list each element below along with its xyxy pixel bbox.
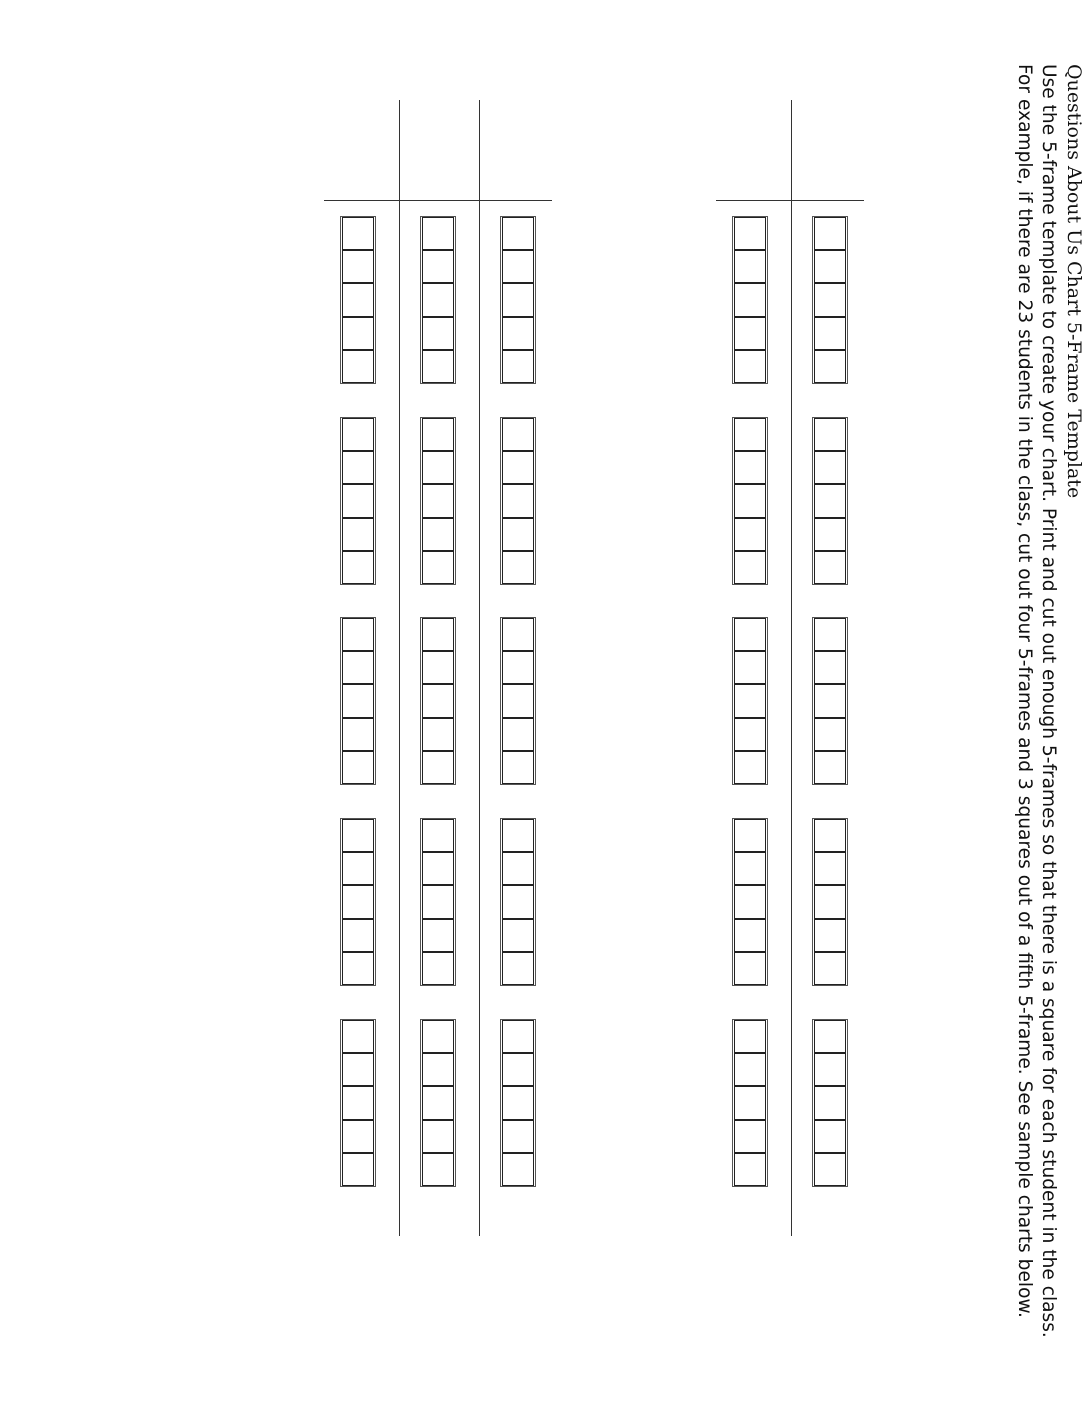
frame-square xyxy=(502,551,534,584)
frame-square xyxy=(342,1086,374,1119)
frame-square xyxy=(342,518,374,551)
frame-square xyxy=(342,651,374,684)
frame-square xyxy=(502,618,534,651)
frame-square xyxy=(502,751,534,784)
five-frame xyxy=(420,818,456,986)
frame-square xyxy=(502,1120,534,1153)
page-title: Questions About Us Chart 5-Frame Template xyxy=(1063,64,1085,499)
instructions-text: Use the 5-frame template to create your chart. Print and cut out enough 5-frames so that there is a square for each student in the class. For example, if there are 23 students in the class, cut out four 5-frames and 3 squares out of a fifth 5-frame. See sample charts below. xyxy=(1014,64,1059,1338)
frame-square xyxy=(342,418,374,451)
row-divider-line xyxy=(479,100,480,1236)
header-divider-line xyxy=(324,200,552,201)
frame-square xyxy=(422,718,454,751)
frame-square xyxy=(422,484,454,517)
frame-square xyxy=(422,350,454,383)
frame-square xyxy=(342,317,374,350)
frame-square xyxy=(502,819,534,852)
frame-square xyxy=(422,618,454,651)
five-frame xyxy=(500,617,536,785)
five-frame xyxy=(420,617,456,785)
frame-square xyxy=(422,250,454,283)
frame-square xyxy=(422,751,454,784)
frame-square xyxy=(422,1153,454,1186)
frame-square xyxy=(422,819,454,852)
frame-square xyxy=(502,1153,534,1186)
frame-square xyxy=(502,852,534,885)
frame-square xyxy=(502,718,534,751)
frame-square xyxy=(342,250,374,283)
frame-square xyxy=(502,451,534,484)
five-frame xyxy=(340,417,376,585)
frame-square xyxy=(342,819,374,852)
frame-square xyxy=(422,217,454,250)
frame-square xyxy=(342,751,374,784)
frame-square xyxy=(502,684,534,717)
five-frame xyxy=(500,417,536,585)
five-frame xyxy=(340,1019,376,1187)
frame-square xyxy=(422,1053,454,1086)
frame-square xyxy=(502,518,534,551)
frame-square xyxy=(342,1120,374,1153)
frame-square xyxy=(342,1053,374,1086)
frame-square xyxy=(342,451,374,484)
frame-square xyxy=(422,651,454,684)
five-frame xyxy=(340,617,376,785)
frame-square xyxy=(422,919,454,952)
frame-square xyxy=(502,350,534,383)
frame-square xyxy=(342,484,374,517)
frame-square xyxy=(422,1086,454,1119)
frame-square xyxy=(502,317,534,350)
frame-square xyxy=(502,250,534,283)
five-frame xyxy=(500,216,536,384)
frame-square xyxy=(502,952,534,985)
frame-square xyxy=(342,283,374,316)
frame-square xyxy=(342,350,374,383)
frame-square xyxy=(422,418,454,451)
frame-square xyxy=(502,1086,534,1119)
frame-square xyxy=(422,1020,454,1053)
frame-square xyxy=(342,952,374,985)
frame-square xyxy=(422,1120,454,1153)
frame-square xyxy=(342,852,374,885)
frame-square xyxy=(342,919,374,952)
frame-square xyxy=(422,451,454,484)
frame-square xyxy=(422,551,454,584)
five-frame xyxy=(420,417,456,585)
frame-square xyxy=(422,952,454,985)
five-frame xyxy=(420,1019,456,1187)
frame-square xyxy=(422,317,454,350)
frame-square xyxy=(342,684,374,717)
frame-square xyxy=(502,885,534,918)
five-frame xyxy=(340,216,376,384)
frame-square xyxy=(502,651,534,684)
frame-square xyxy=(342,551,374,584)
frame-square xyxy=(342,1153,374,1186)
frame-square xyxy=(342,217,374,250)
five-frame xyxy=(420,216,456,384)
frame-square xyxy=(422,852,454,885)
frame-square xyxy=(342,1020,374,1053)
frame-square xyxy=(502,1020,534,1053)
frame-square xyxy=(342,618,374,651)
row-divider-line xyxy=(399,100,400,1236)
frame-square xyxy=(502,1053,534,1086)
five-frame xyxy=(500,818,536,986)
five-frame xyxy=(340,818,376,986)
frame-square xyxy=(502,283,534,316)
frame-square xyxy=(342,885,374,918)
frame-square xyxy=(422,283,454,316)
frame-square xyxy=(422,518,454,551)
frame-square xyxy=(502,418,534,451)
frame-square xyxy=(502,484,534,517)
frame-square xyxy=(342,718,374,751)
five-frame xyxy=(500,1019,536,1187)
frame-square xyxy=(502,217,534,250)
frame-square xyxy=(502,919,534,952)
frame-square xyxy=(422,885,454,918)
frame-square xyxy=(422,684,454,717)
